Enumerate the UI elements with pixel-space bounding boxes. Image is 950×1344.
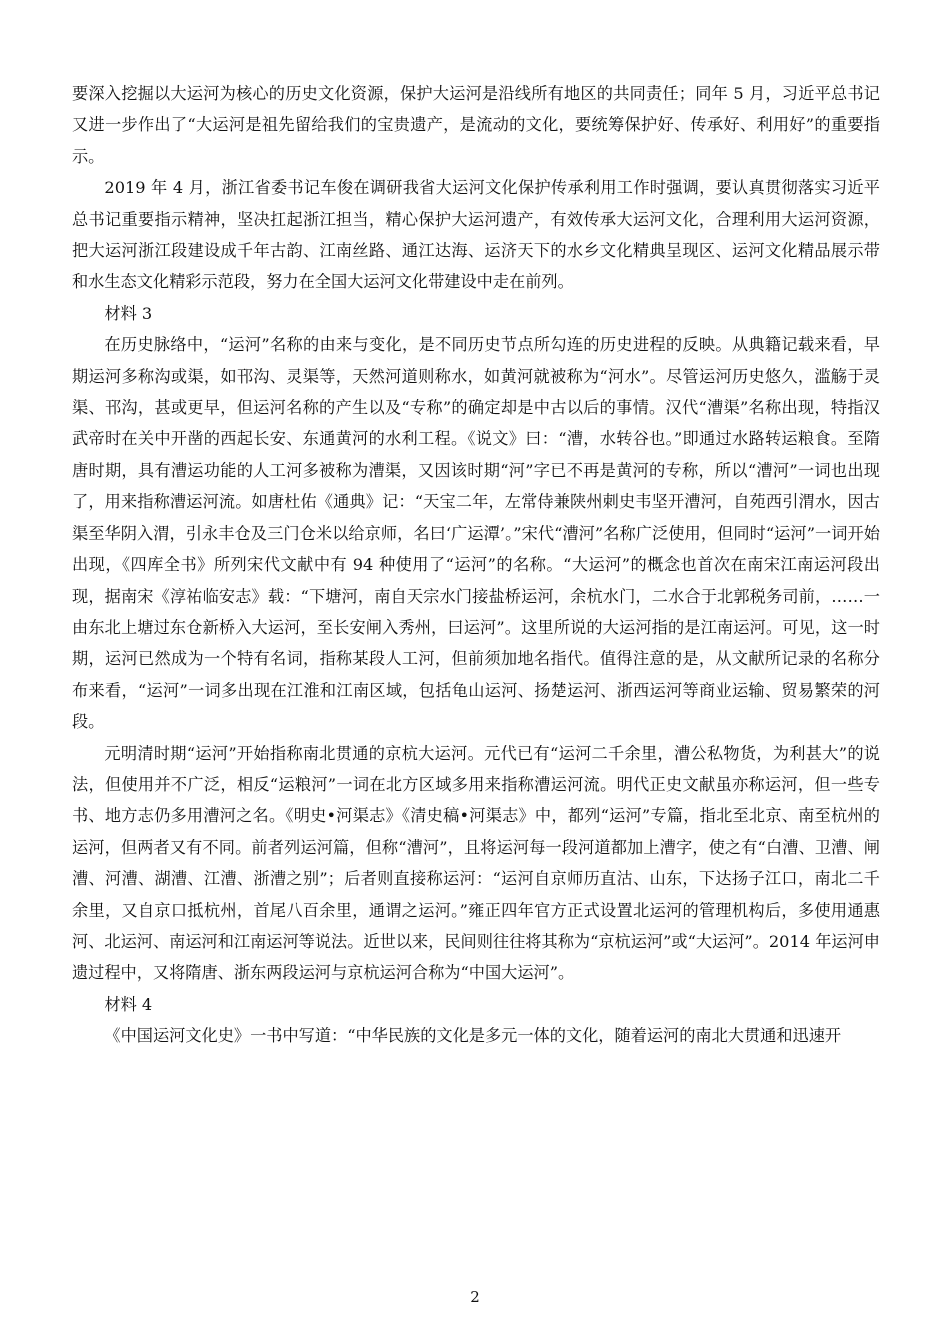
paragraph-canal-culture-history: 《中国运河文化史》一书中写道：“中华民族的文化是多元一体的文化，随着运河的南北大贯通和迅速开 <box>104 1026 842 1046</box>
paragraph-zhejiang-2019: 2019 年 4 月，浙江省委书记车俊在调研我省大运河文化保护传承利用工作时强调，要认真贯彻落实习近平总书记重要指示精神，坚决扛起浙江担当，精心保护大运河遗产，有效传承大运河文化，合理利用大运河资源，把大运河浙江段建设成千年古韵、江南丝路、通江达海、运济天下的水乡文化精典呈现区、运河文化精品展示带和水生态文化精彩示范段，努力在全国大运河文化带建设中走在前列。 <box>72 178 880 292</box>
document-body <box>72 78 880 1052</box>
page-number: 2 <box>470 1288 480 1306</box>
paragraph-yuan-ming-qing: 元明清时期“运河”开始指称南北贯通的京杭大运河。元代已有“运河二千余里，漕公私物货，为利甚大”的说法，但使用并不广泛，相反“运粮河”一词在北方区域多用来指称漕运河流。明代正史文献虽亦称运河，但一些专书、地方志仍多用漕河之名。《明史•河渠志》《清史稿•河渠志》中，都列“运河”专篇，指北至北京、南至杭州的运河，但两者又有不同。前者列运河篇，但称“漕河”，且将运河每一段河道都加上漕字，使之有“白漕、卫漕、闸漕、河漕、湖漕、江漕、浙漕之别”；后者则直接称运河：“运河自京师历直沽、山东，下达扬子江口，南北二千余里，又自京口抵杭州，首尾八百余里，通谓之运河。”雍正四年官方正式设置北运河的管理机构后，多使用通惠河、北运河、南运河和江南运河等说法。近世以来，民间则往往将其称为“京杭运河”或“大运河”。2014 年运河申遗过程中，又将隋唐、浙东两段运河与京杭运河合称为“中国大运河”。 <box>72 743 880 983</box>
paragraph-canal-name-history: 在历史脉络中，“运河”名称的由来与变化，是不同历史节点所勾连的历史进程的反映。从典籍记载来看，早期运河多称沟或渠，如邗沟、灵渠等，天然河道则称水，如黄河就被称为“河水”。尽管运河历史悠久，滥觞于灵渠、邗沟，甚或更早，但运河名称的产生以及“专称”的确定却是中古以后的事情。汉代“漕渠”名称出现，特指汉武帝时在关中开凿的西起长安、东通黄河的水利工程。《说文》曰：“漕，水转谷也。”即通过水路转运粮食。至隋唐时期，具有漕运功能的人工河多被称为漕渠，又因该时期“河”字已不再是黄河的专称，所以“漕河”一词也出现了，用来指称漕运河流。如唐杜佑《通典》记：“天宝二年，左常侍兼陕州刺史韦坚开漕河，自苑西引渭水，因古渠至华阴入渭，引永丰仓及三门仓米以给京师，名曰‘广运潭’。”宋代“漕河”名称广泛使用，但同时“运河”一词开始出现，《四库全书》所列宋代文献中有 94 种使用了“运河”的名称。“大运河”的概念也首次在南宋江南运河段出现，据南宋《淳祐临安志》载：“下塘河，南自天宗水门接盐桥运河，余杭水门，二水合于北郭税务司前，……一由东北上塘过东仓新桥入大运河，至长安闸入秀州，曰运河”。这里所说的大运河指的是江南运河。可见，这一时期，运河已然成为一个特有名词，指称某段人工河，但前须加地名指代。值得注意的是，从文献所记录的名称分布来看，“运河”一词多出现在江淮和江南区域，包括龟山运河、扬楚运河、浙西运河等商业运输、贸易繁荣的河段。 <box>72 335 880 732</box>
material-4-heading: 材料 4 <box>104 994 153 1014</box>
material-3-heading: 材料 3 <box>104 303 153 323</box>
paragraph-continuation: 要深入挖掘以大运河为核心的历史文化资源，保护大运河是沿线所有地区的共同责任；同年 5 月，习近平总书记又进一步作出了“大运河是祖先留给我们的宝贵遗产，是流动的文化，要统筹保护好、传承好、利用好”的重要指示。 <box>72 84 880 166</box>
